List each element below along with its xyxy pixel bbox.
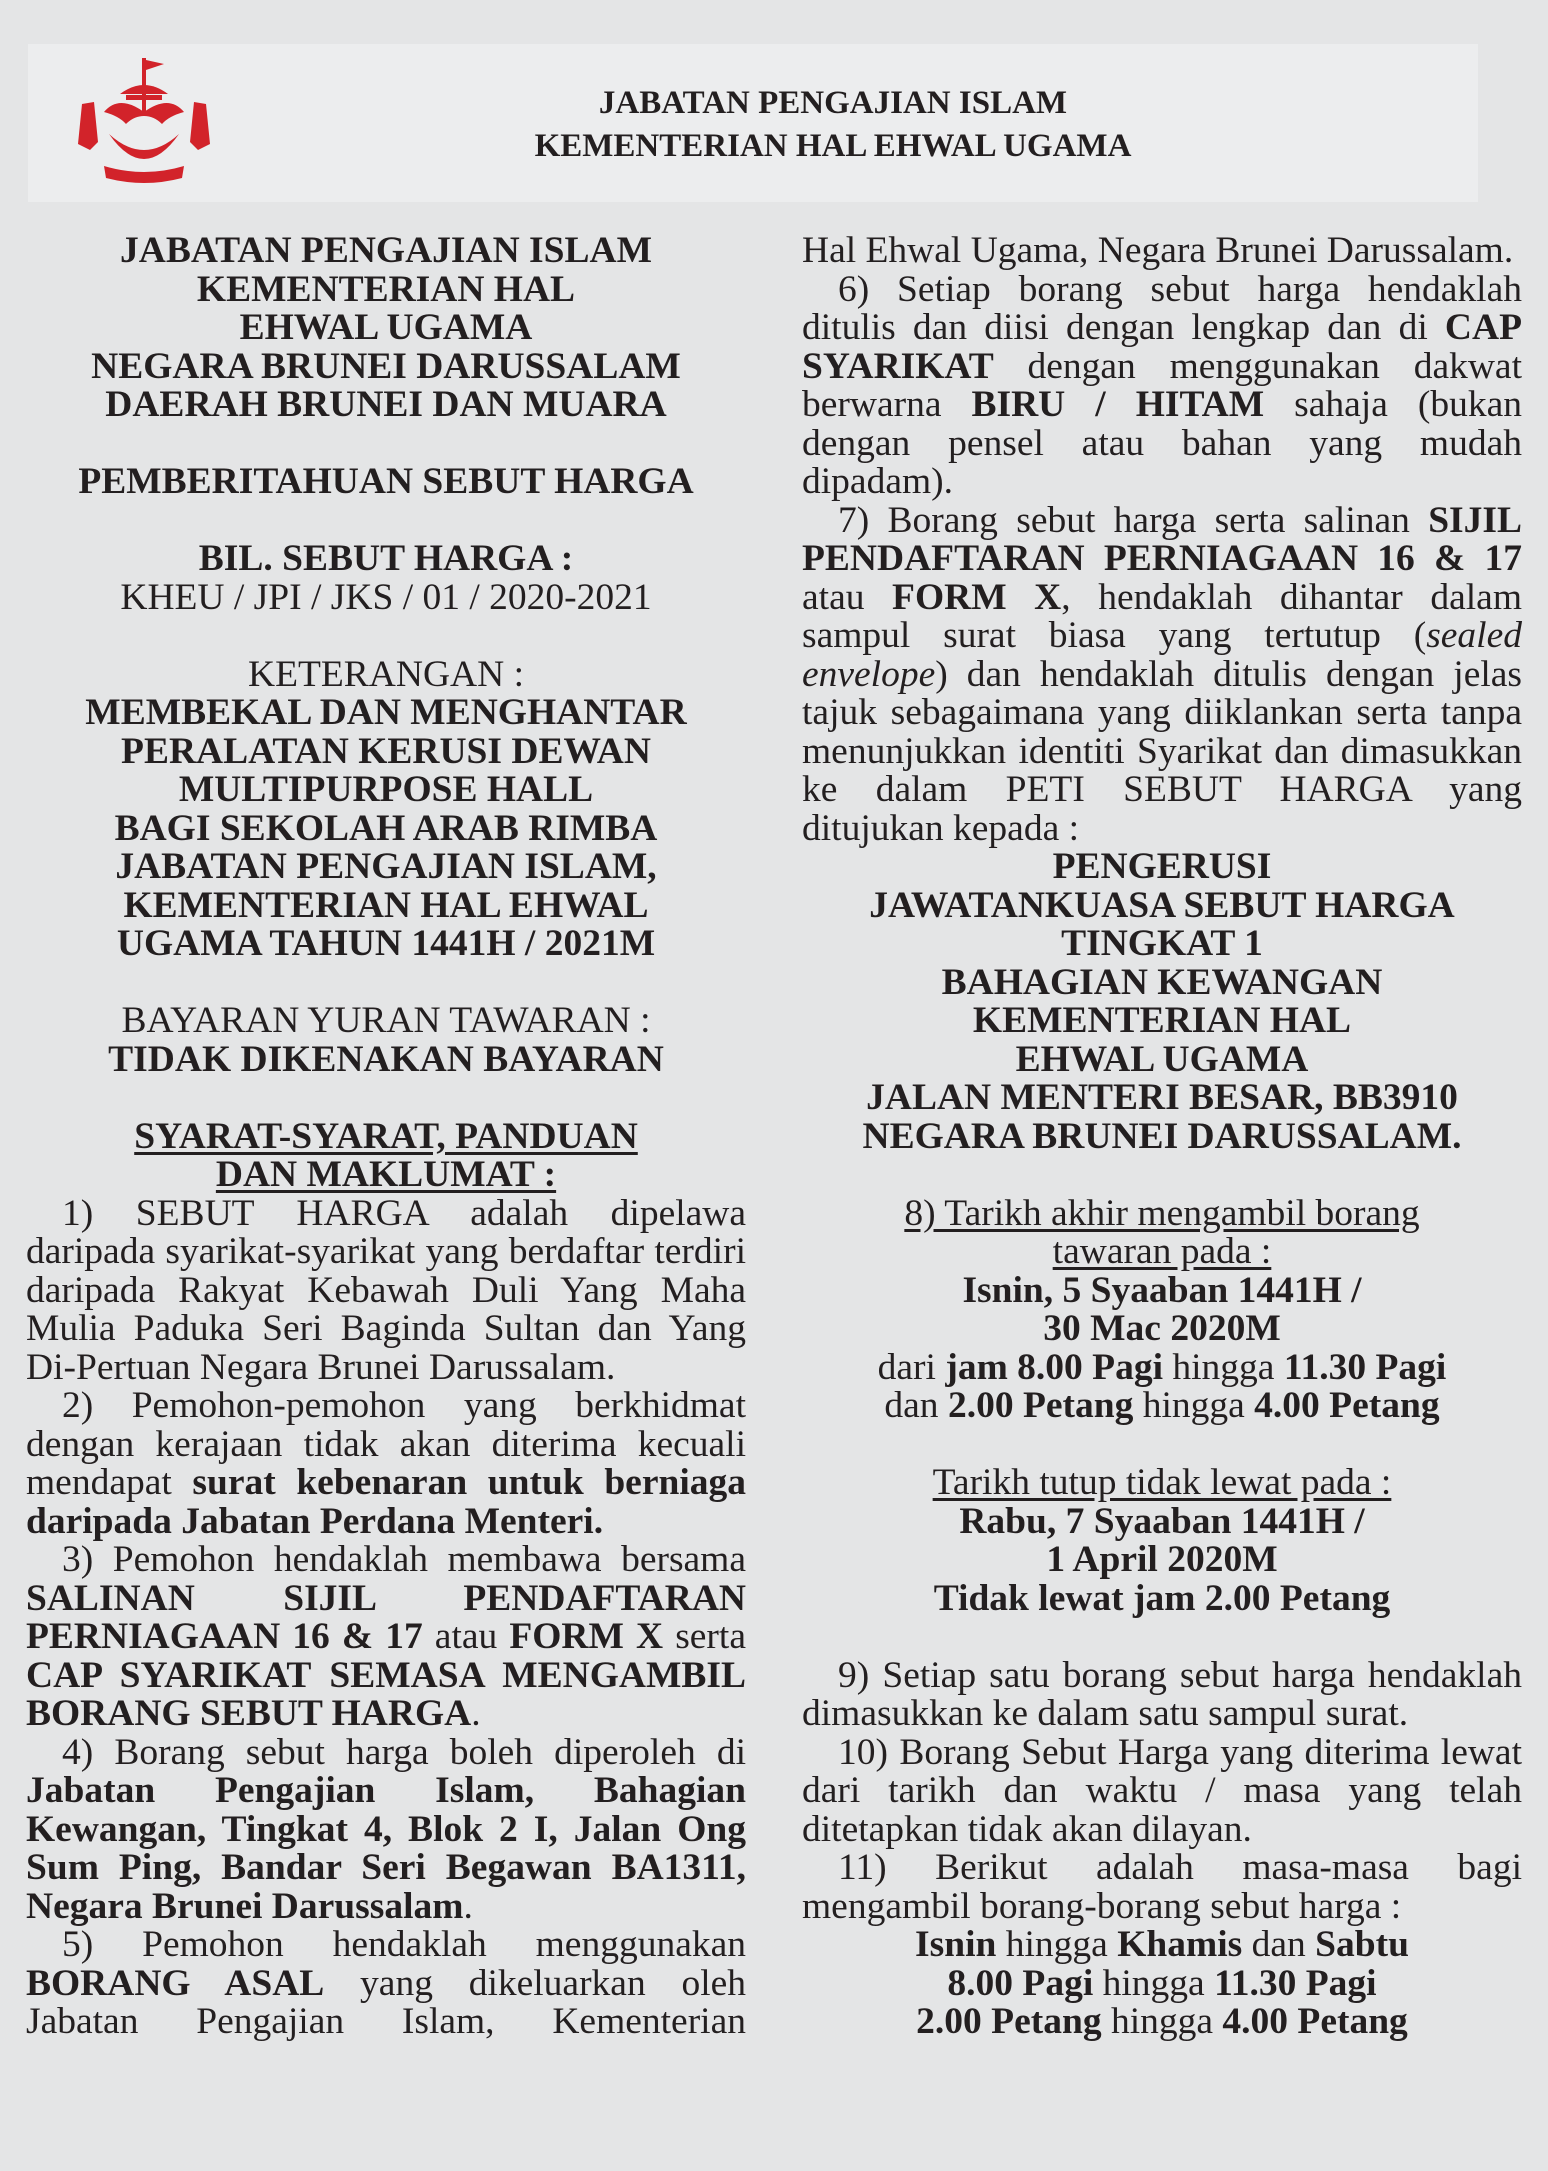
clause-2: 2) Pemohon-pemohon yang berkhidmat dengan kerajaan tidak akan diterima kecuali mendapat surat kebenaran untuk berniaga daripada Jabatan Perdana Menteri. bbox=[26, 1385, 746, 1542]
header-banner bbox=[28, 44, 1478, 202]
bayaran-label: BAYARAN YURAN TAWARAN : bbox=[121, 1000, 651, 1041]
clause-8-heading-line: tawaran pada : bbox=[1052, 1231, 1272, 1272]
header-title bbox=[318, 82, 1348, 168]
keterangan-label: KETERANGAN : bbox=[247, 653, 524, 695]
submission-address bbox=[802, 848, 1522, 1156]
clause-8-time-2: dan 2.00 Petang hingga 4.00 Petang bbox=[884, 1385, 1440, 1426]
clause-8-heading bbox=[802, 1192, 1522, 1272]
date-line: 30 Mac 2020M bbox=[1043, 1308, 1281, 1349]
closing-line: Rabu, 7 Syaaban 1441H / bbox=[959, 1500, 1365, 1542]
left-column bbox=[26, 232, 746, 2042]
address-line: KEMENTERIAN HAL bbox=[972, 1000, 1352, 1041]
department-title bbox=[26, 232, 746, 425]
clause-6: 6) Setiap borang sebut harga hendaklah ditulis dan diisi dengan lengkap dan di CAP SYARIKAT dengan menggunakan dakwat berwarna BIRU / HITAM sahaja (bukan dengan pensel atau bahan yang mudah dipadam). bbox=[802, 268, 1523, 502]
clause-8-heading-line: 8) Tarikh akhir mengambil borang bbox=[904, 1192, 1420, 1234]
clause-5-continued: Hal Ehwal Ugama, Negara Brunei Darussalam. bbox=[802, 230, 1514, 271]
clause-11-days: Isnin hingga Khamis dan Sabtu bbox=[915, 1924, 1409, 1965]
title-line: EHWAL UGAMA bbox=[239, 307, 533, 348]
clause-4: 4) Borang sebut harga boleh diperoleh di Jabatan Pengajian Islam, Bahagian Kewangan, Tingkat 4, Blok 2 I, Jalan Ong Sum Ping, Bandar Seri Begawan BA1311, Negara Brunei Darussalam. bbox=[26, 1731, 746, 1927]
clause-10: 10) Borang Sebut Harga yang diterima lewat dari tarikh dan waktu / masa yang telah ditetapkan tidak akan dilayan. bbox=[802, 1731, 1522, 1850]
header-line-2: KEMENTERIAN HAL EHWAL UGAMA bbox=[534, 128, 1132, 164]
keterangan-line: PERALATAN KERUSI DEWAN bbox=[121, 730, 651, 772]
address-line: EHWAL UGAMA bbox=[1015, 1038, 1309, 1080]
clause-8-date bbox=[802, 1269, 1522, 1349]
title-line: KEMENTERIAN HAL bbox=[196, 268, 576, 310]
address-line: PENGERUSI bbox=[1052, 846, 1272, 887]
address-line: NEGARA BRUNEI DARUSSALAM. bbox=[862, 1115, 1462, 1157]
address-line: JAWATANKUASA SEBUT HARGA bbox=[869, 884, 1455, 926]
keterangan-line: JABATAN PENGAJIAN ISLAM, bbox=[115, 846, 657, 887]
header-line-1: JABATAN PENGAJIAN ISLAM bbox=[598, 85, 1068, 121]
closing-heading: Tarikh tutup tidak lewat pada : bbox=[932, 1462, 1392, 1503]
syarat-heading bbox=[26, 1115, 746, 1195]
keterangan-line: BAGI SEKOLAH ARAB RIMBA bbox=[114, 807, 658, 849]
clause-9: 9) Setiap satu borang sebut harga hendaklah dimasukkan ke dalam satu sampul surat. bbox=[802, 1654, 1522, 1734]
clause-5: 5) Pemohon hendaklah menggunakan BORANG ASAL yang dikeluarkan oleh Jabatan Pengajian Islam, Kementerian bbox=[26, 1924, 747, 2042]
clause-11: 11) Berikut adalah masa-masa bagi mengambil borang-borang sebut harga : bbox=[802, 1847, 1522, 1927]
brunei-crest-icon bbox=[64, 54, 224, 189]
title-line: NEGARA BRUNEI DARUSSALAM bbox=[91, 345, 681, 387]
date-line: Isnin, 5 Syaaban 1441H / bbox=[962, 1269, 1362, 1311]
closing-line: Tidak lewat jam 2.00 Petang bbox=[933, 1577, 1391, 1619]
address-line: BAHAGIAN KEWANGAN bbox=[941, 961, 1383, 1003]
clause-11-time-2: 2.00 Petang hingga 4.00 Petang bbox=[916, 2001, 1408, 2042]
closing-date bbox=[802, 1500, 1522, 1619]
title-line: DAERAH BRUNEI DAN MUARA bbox=[105, 384, 667, 425]
clause-7: 7) Borang sebut harga serta salinan SIJIL PENDAFTARAN PERNIAGAAN 16 & 17 atau FORM X, hendaklah dihantar dalam sampul surat biasa yang tertutup (sealed envelope) dan hendaklah ditulis dengan jelas tajuk sebagaimana yang diiklankan serta tanpa menunjukkan identiti Syarikat dan dimasukkan ke dalam PETI SEBUT HARGA yang ditujukan kepada : bbox=[802, 499, 1522, 849]
bayaran-value: TIDAK DIKENAKAN BAYARAN bbox=[108, 1038, 664, 1080]
keterangan-line: MEMBEKAL DAN MENGHANTAR bbox=[85, 692, 687, 733]
syarat-heading-line: SYARAT-SYARAT, PANDUAN bbox=[134, 1115, 638, 1157]
clause-1: 1) SEBUT HARGA adalah dipelawa daripada syarikat-syarikat yang berdaftar terdiri daripada Rakyat Kebawah Duli Yang Maha Mulia Paduka Seri Baginda Sultan dan Yang Di-Pertuan Negara Brunei Darussalam. bbox=[26, 1192, 746, 1388]
clause-8-time-1: dari jam 8.00 Pagi hingga 11.30 Pagi bbox=[877, 1346, 1447, 1388]
address-line: JALAN MENTERI BESAR, BB3910 bbox=[866, 1077, 1458, 1118]
right-column bbox=[802, 232, 1522, 2042]
address-line: TINGKAT 1 bbox=[1061, 923, 1263, 964]
closing-line: 1 April 2020M bbox=[1046, 1539, 1278, 1580]
notice-title: PEMBERITAHUAN SEBUT HARGA bbox=[78, 461, 694, 502]
keterangan-line: UGAMA TAHUN 1441H / 2021M bbox=[116, 923, 656, 964]
title-line: JABATAN PENGAJIAN ISLAM bbox=[120, 230, 652, 271]
keterangan-text bbox=[26, 694, 746, 964]
bil-value: KHEU / JPI / JKS / 01 / 2020-2021 bbox=[120, 576, 652, 618]
keterangan-line: MULTIPURPOSE HALL bbox=[178, 769, 594, 810]
syarat-heading-line: DAN MAKLUMAT : bbox=[215, 1154, 557, 1195]
bil-label: BIL. SEBUT HARGA : bbox=[198, 538, 574, 579]
clause-3: 3) Pemohon hendaklah membawa bersama SALINAN SIJIL PENDAFTARAN PERNIAGAAN 16 & 17 atau FORM X serta CAP SYARIKAT SEMASA MENGAMBIL BORANG SEBUT HARGA. bbox=[26, 1539, 746, 1734]
keterangan-line: KEMENTERIAN HAL EHWAL bbox=[123, 884, 649, 926]
clause-11-time-1: 8.00 Pagi hingga 11.30 Pagi bbox=[947, 1962, 1377, 2004]
